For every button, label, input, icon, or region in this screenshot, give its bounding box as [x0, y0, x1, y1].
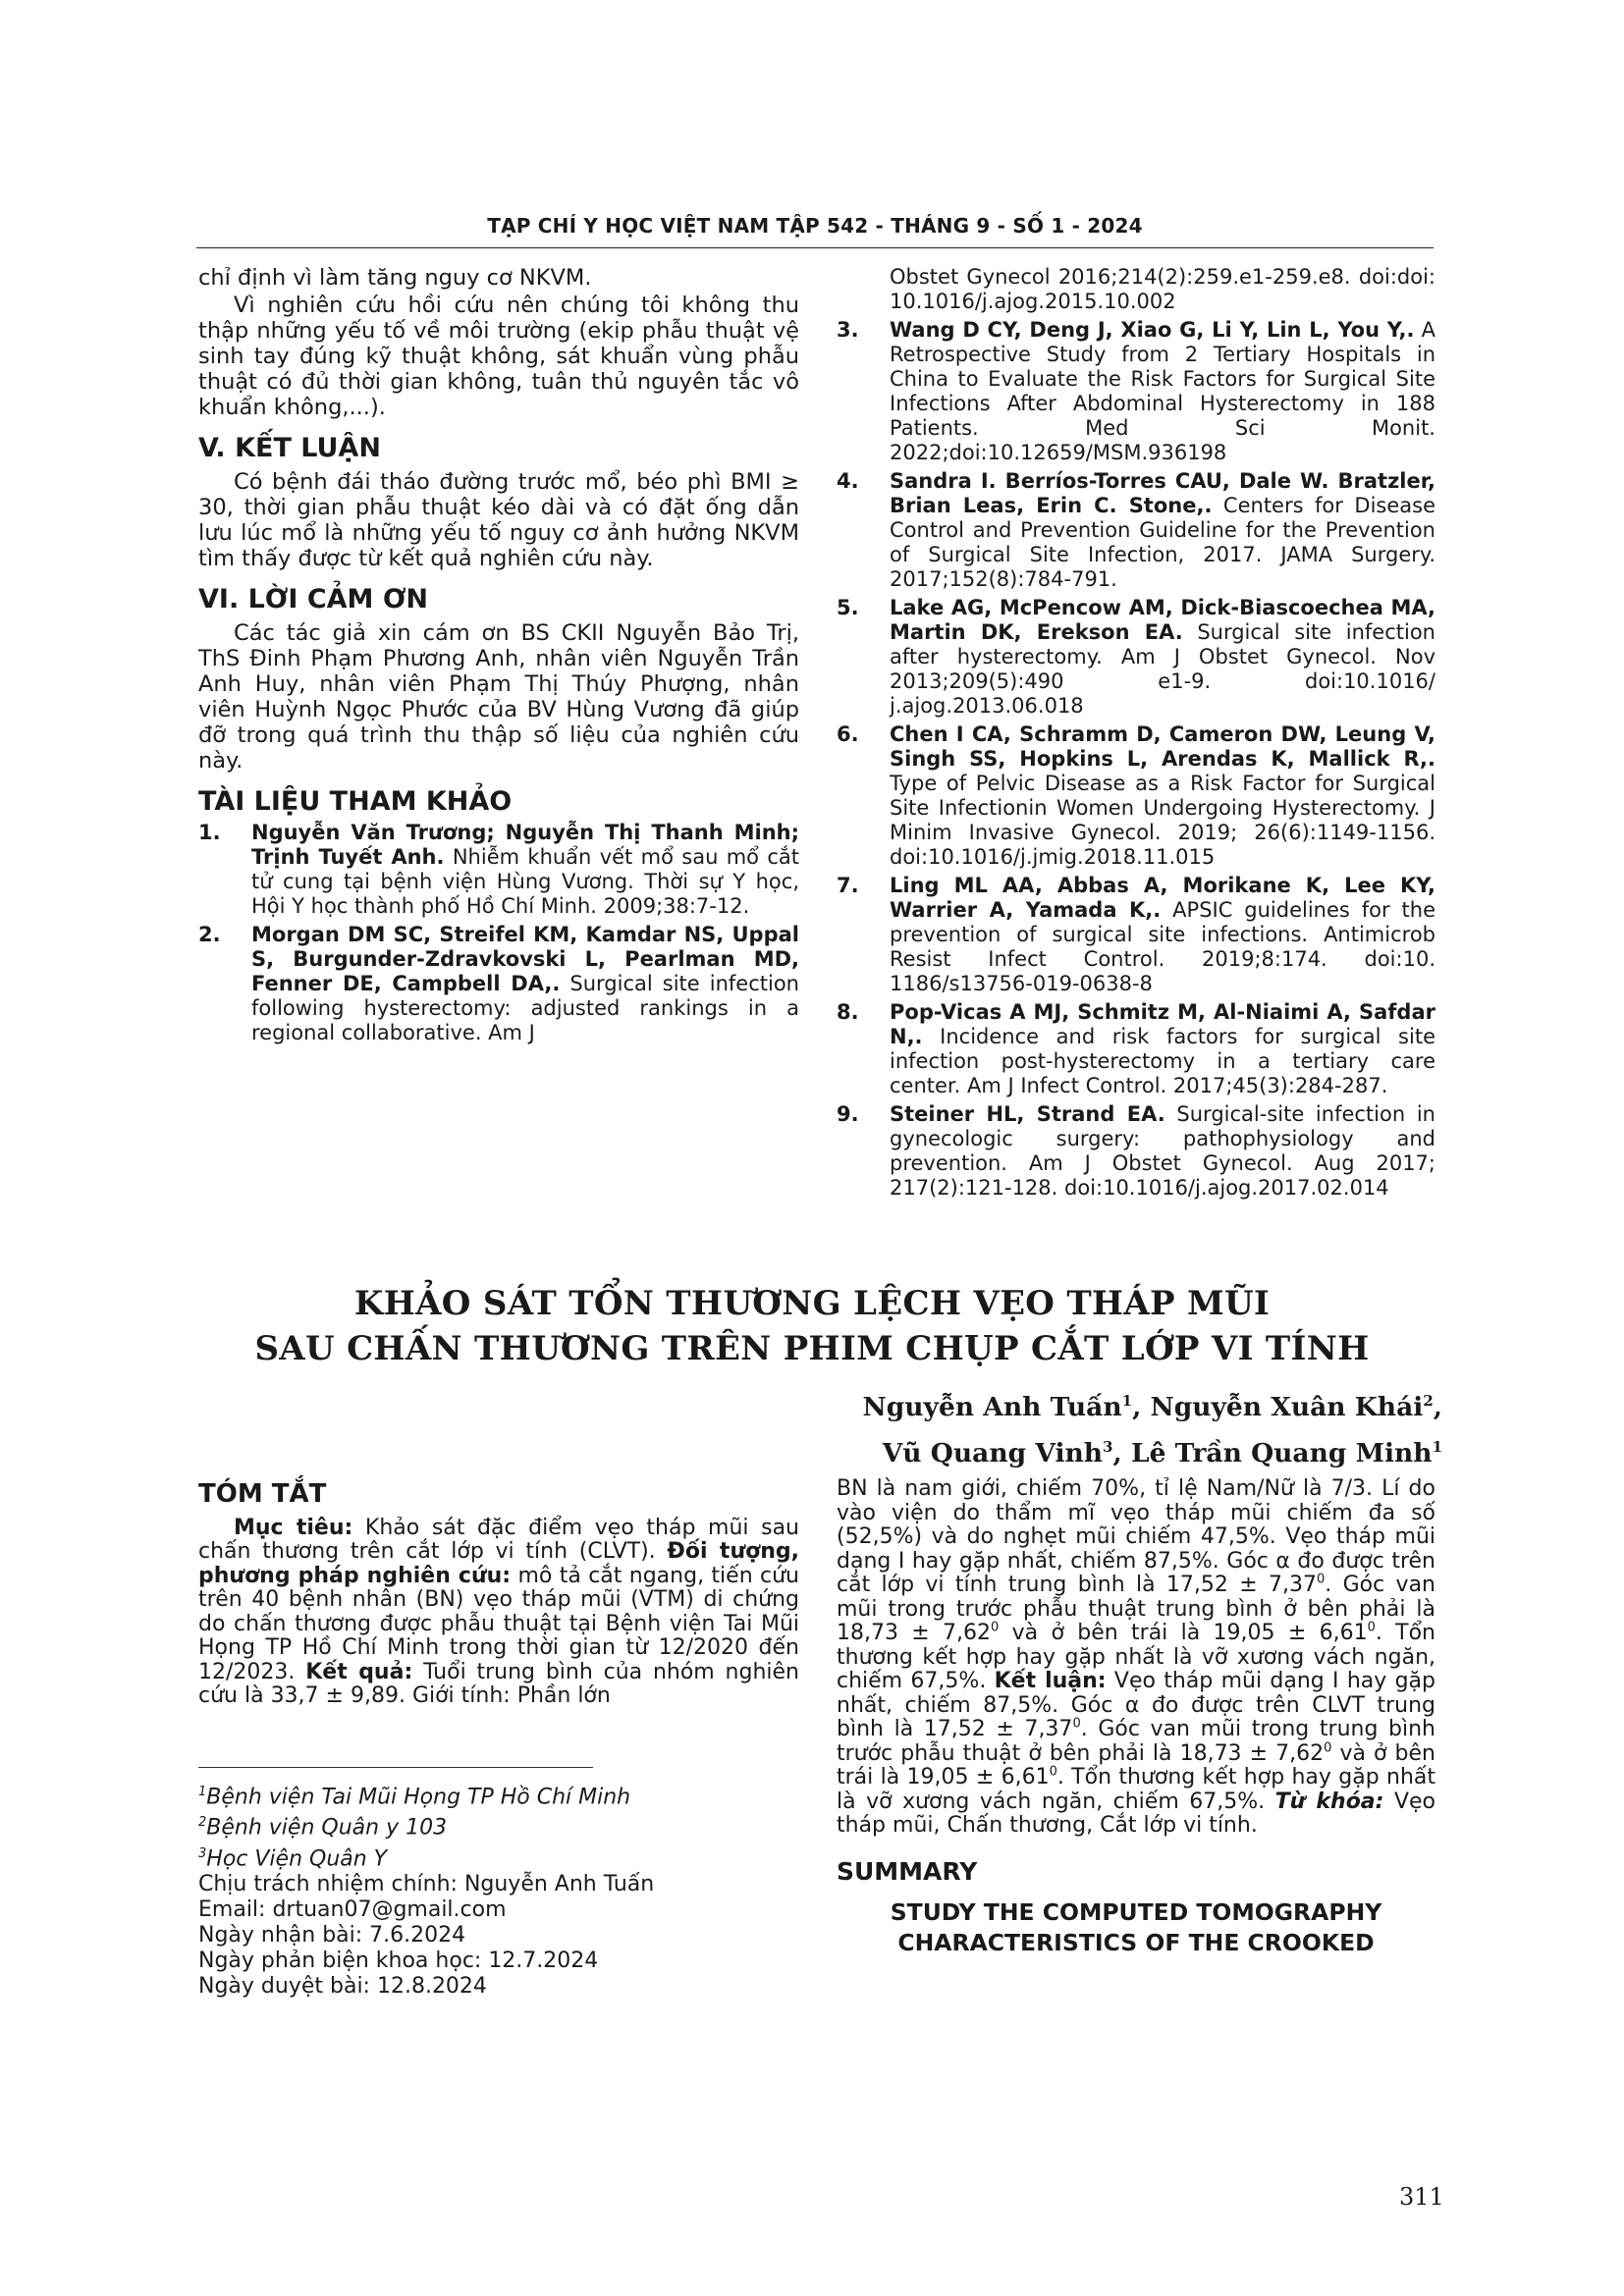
- page-number: 311: [1399, 2183, 1444, 2211]
- author-name: Vũ Quang Vinh: [882, 1437, 1104, 1468]
- left-column: [198, 265, 799, 1049]
- reference-item: 5. Lake AG, McPencow AM, Dick-Biascoechea MA, Martin DK, Erekson EA. Surgical site infection after hysterectomy. Am J Obstet Gynecol. Nov 2013;209(5):490 e1-9. doi:10.1016/ j.ajog.2013.06.018: [837, 596, 1435, 718]
- journal-header: TẠP CHÍ Y HỌC VIỆT NAM TẬP 542 - THÁNG 9 - SỐ 1 - 2024: [487, 214, 1143, 238]
- reference-item: 8. Pop-Vicas A MJ, Schmitz M, Al-Niaimi A, Safdar N,. Incidence and risk factors for surgical site infection post-hysterectomy in a tertiary care center. Am J Infect Control. 2017;45(3):284-287.: [837, 1000, 1435, 1097]
- abstract-text: Mục tiêu: Khảo sát đặc điểm vẹo tháp mũi sau chấn thương trên cắt lớp vi tính (CLVT). Đối tượng, phương pháp nghiên cứu: mô tả cắt ngang, tiến cứu trên 40 bệnh nhân (BN) vẹo tháp mũi (VTM) di chứng do chấn thương được phẫu thuật tại Bệnh viện Tai Mũi Họng TP Hồ Chí Minh trong thời gian từ 12/2020 đến 12/2023. Kết quả: Tuổi trung bình của nhóm nghiên cứu là 33,7 ± 9,89. Giới tính: Phần lớn: [198, 1515, 799, 1708]
- reference-item: 1. Nguyễn Văn Trương; Nguyễn Thị Thanh Minh; Trịnh Tuyết Anh. Nhiễm khuẩn vết mổ sau mổ cắt tử cung tại bệnh viện Hùng Vương. Thời sự Y học, Hội Y học thành phố Hồ Chí Minh. 2009;38:7-12.: [198, 821, 800, 918]
- affiliation: $^2$Bệnh viện Quân y 103: [198, 1815, 448, 1841]
- paragraph: Các tác giả xin cám ơn BS CKII Nguyễn Bảo Trị, ThS Đinh Phạm Phương Anh, nhân viên Nguyễn Trần Anh Huy, nhân viên Phạm Thị Thúy Phượng, nhân viên Huỳnh Ngọc Phước của BV Hùng Vương đã giúp đỡ trong quá trình thu thập số liệu của nghiên cứu này.: [198, 620, 799, 774]
- paragraph: chỉ định vì làm tăng nguy cơ NKVM.: [198, 265, 592, 291]
- header-rule: [196, 247, 1434, 248]
- date-reviewed: Ngày phản biện khoa học: 12.7.2024: [198, 1948, 599, 1973]
- reference-list: [198, 821, 799, 1045]
- date-accepted: Ngày duyệt bài: 12.8.2024: [198, 1973, 487, 1999]
- footnote-rule: [198, 1767, 593, 1768]
- date-received: Ngày nhận bài: 7.6.2024: [198, 1922, 466, 1948]
- article-title-line: SAU CHẤN THƯƠNG TRÊN PHIM CHỤP CẮT LỚP VI TÍNH: [254, 1329, 1370, 1368]
- author-name: Lê Trần Quang Minh: [1130, 1437, 1433, 1468]
- article-title-line: KHẢO SÁT TỔN THƯƠNG LỆCH VẸO THÁP MŨI: [353, 1284, 1271, 1323]
- section-heading-ket-luan: V. KẾT LUẬN: [198, 433, 381, 463]
- reference-item: 2. Morgan DM SC, Streifel KM, Kamdar NS, Uppal S, Burgunder-Zdravkovski L, Pearlman MD, Fenner DE, Campbell DA,. Surgical site infection following hysterectomy: adjusted rankings in a regional collaborative. Am J: [198, 923, 799, 1044]
- author-list: Nguyễn Anh Tuấn$^1$, Nguyễn Xuân Khái$^2$, Vũ Quang Vinh$^3$, Lê Trần Quang Minh$^1$: [862, 1391, 1442, 1468]
- section-heading-references: TÀI LIỆU THAM KHẢO: [198, 786, 513, 817]
- reference-item: 4. Sandra I. Berríos-Torres CAU, Dale W. Bratzler, Brian Leas, Erin C. Stone,. Centers for Disease Control and Prevention Guideline for the Prevention of Surgical Site Infection, 2017. JAMA Surgery. 2017;152(8):784-791.: [837, 469, 1435, 591]
- right-column: [837, 265, 1435, 1204]
- affiliation: $^1$Bệnh viện Tai Mũi Họng TP Hồ Chí Minh: [198, 1785, 631, 1810]
- reference-continuation: Obstet Gynecol 2016;214(2):259.e1-259.e8. doi:doi: 10.1016/j.ajog.2015.10.002: [890, 265, 1435, 313]
- article-title: [147, 1281, 1477, 1371]
- reference-item: 9. Steiner HL, Strand EA. Surgical-site infection in gynecologic surgery: pathophysiology and prevention. Am J Obstet Gynecol. Aug 2017; 217(2):121-128. doi:10.1016/j.ajog.2017.02.014: [837, 1102, 1435, 1200]
- abstract-left: [198, 1479, 799, 1709]
- reference-item: 6. Chen I CA, Schramm D, Cameron DW, Leung V, Singh SS, Hopkins L, Arendas K, Mallick R,. Type of Pelvic Disease as a Risk Factor for Surgical Site Infectionin Women Undergoing Hysterectomy. J Minim Invasive Gynecol. 2019; 26(6):1149-1156. doi:10.1016/j.jmig.2018.11.015: [837, 722, 1435, 869]
- reference-item: 3. Wang D CY, Deng J, Xiao G, Li Y, Lin L, You Y,. A Retrospective Study from 2 Tertiary Hospitals in China to Evaluate the Risk Factors for Surgical Site Infections After Abdominal Hysterectomy in 188 Patients. Med Sci Monit. 2022;doi:10.12659/MSM.936198: [837, 318, 1435, 464]
- paragraph: Vì nghiên cứu hồi cứu nên chúng tôi không thu thập những yếu tố về môi trường (ekip phẫu thuật vệ sinh tay đúng kỹ thuật không, sát khuẩn vùng phẫu thuật có đủ thời gian không, tuân thủ nguyên tắc vô khuẩn không,...).: [198, 293, 799, 420]
- footnotes: [198, 1780, 787, 2000]
- abstract-heading: TÓM TẮT: [198, 1479, 327, 1509]
- abstract-text: BN là nam giới, chiếm 70%, tỉ lệ Nam/Nữ là 7/3. Lí do vào viện do thẩm mĩ vẹo tháp mũi chiếm đa số (52,5%) và do nghẹt mũi chiếm 47,5%. Vẹo tháp mũi dạng I hay gặp nhất, chiếm 87,5%. Góc α đo được trên cắt lớp vi tính trung bình là $17,52 \pm 7,37^0$. Góc van mũi trong trước phẫu thuật trung bình ở bên phải là $18,73 \pm 7,62^0$ và ở bên trái là $19,05 \pm 6,61^0$. Tổn thương kết hợp hay gặp nhất là vỡ xương vách ngăn, chiếm 67,5%. Kết luận: Vẹo tháp mũi dạng I hay gặp nhất, chiếm 87,5%. Góc α đo được trên CLVT trung bình là $17,52 \pm 7,37^0$. Góc van mũi trong trung bình trước phẫu thuật ở bên phải là $18,73 \pm 7,62^0$ và ở bên trái là $19,05 \pm 6,61^0$. Tổn thương kết hợp hay gặp nhất là vỡ xương vách ngăn, chiếm 67,5%. Từ khóa: Vẹo tháp mũi, Chấn thương, Cắt lớp vi tính.: [837, 1476, 1435, 1838]
- reference-list: [837, 318, 1435, 1201]
- abstract-right: [837, 1477, 1435, 1958]
- reference-item: 7. Ling ML AA, Abbas A, Morikane K, Lee KY, Warrier A, Yamada K,. APSIC guidelines for the prevention of surgical site infections. Antimicrob Resist Infect Control. 2019;8:174. doi:10. 1186/s13756-019-0638-8: [837, 874, 1435, 995]
- summary-heading: SUMMARY: [837, 1856, 978, 1886]
- responsible-author: Chịu trách nhiệm chính: Nguyễn Anh Tuấn: [198, 1871, 655, 1896]
- email: Email: drtuan07@gmail.com: [198, 1896, 507, 1922]
- summary-title-line: STUDY THE COMPUTED TOMOGRAPHY: [890, 1898, 1382, 1926]
- author-name: Nguyễn Anh Tuấn: [862, 1391, 1122, 1422]
- affiliation: $^3$Học Viện Quân Y: [198, 1845, 388, 1871]
- section-heading-loi-cam-on: VI. LỜI CẢM ƠN: [198, 584, 428, 614]
- author-name: Nguyễn Xuân Khái: [1150, 1391, 1424, 1422]
- paragraph: Có bệnh đái tháo đường trước mổ, béo phì BMI ≥ 30, thời gian phẫu thuật kéo dài và có đặt ống dẫn lưu lúc mổ là những yếu tố nguy cơ ảnh hưởng NKVM tìm thấy được từ kết quả nghiên cứu này.: [198, 469, 799, 571]
- summary-title-line: CHARACTERISTICS OF THE CROOKED: [897, 1929, 1375, 1956]
